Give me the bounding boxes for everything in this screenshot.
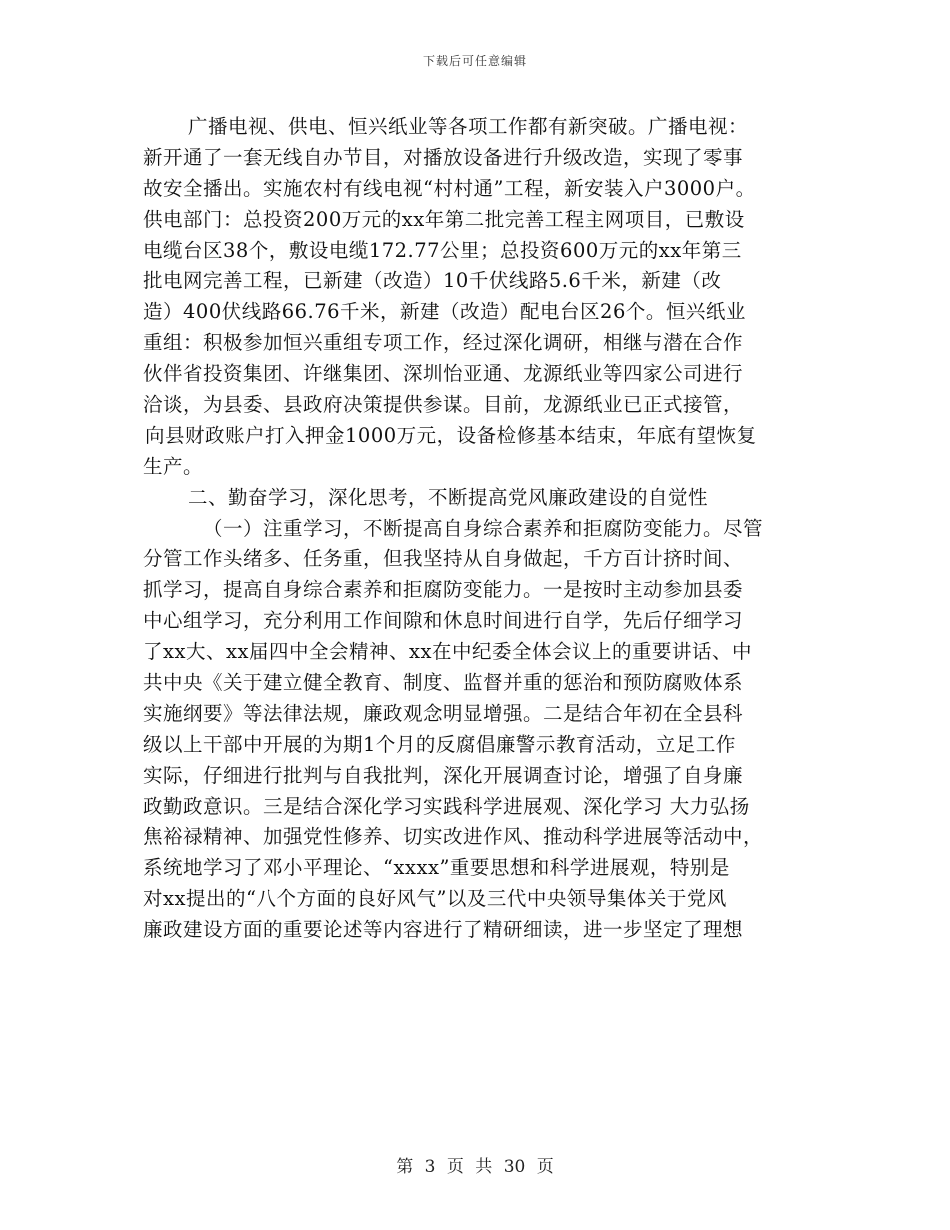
text-line: 系统地学习了邓小平理论、“xxxx”重要思想和科学进展观，特别是 — [143, 856, 730, 880]
document-body — [143, 112, 823, 946]
text-line: 对xx提出的“八个方面的良好风气”以及三代中央领导集体关于党风 — [143, 887, 727, 911]
text-line: 政勤政意识。三是结合深化学习实践科学进展观、深化学习 大力弘扬 — [143, 794, 750, 818]
text-line: 焦裕禄精神、加强党性修养、切实改进作风、推动科学进展等活动中， — [143, 825, 764, 849]
text-line: 抓学习，提高自身综合素养和拒腐防变能力。一是按时主动参加县委 — [143, 578, 744, 602]
text-line: 实施纲要》等法律法规，廉政观念明显增强。二是结合年初在全县科 — [143, 701, 744, 725]
text-line: 洽谈，为县委、县政府决策提供参谋。目前，龙源纸业已正式接管， — [143, 393, 744, 417]
text-line: 新开通了一套无线自办节目，对播放设备进行升级改造，实现了零事 — [143, 145, 744, 169]
text-line: 伙伴省投资集团、许继集团、深圳怡亚通、龙源纸业等四家公司进行 — [143, 362, 744, 386]
text-line: 电缆台区38个，敷设电缆172.77公里；总投资600万元的xx年第三 — [143, 238, 742, 262]
text-line: 广播电视、供电、恒兴纸业等各项工作都有新突破。广播电视： — [188, 115, 749, 138]
text-line: 共中央《关于建立健全教育、制度、监督并重的惩治和预防腐败体系 — [143, 671, 744, 695]
text-line: 向县财政账户打入押金1000万元，设备检修基本结束，年底有望恢复 — [145, 423, 757, 447]
page-number-footer: 第 3 页 共 30 页 — [396, 1157, 554, 1177]
text-line: 实际，仔细进行批判与自我批判，深化开展调查讨论，增强了自身廉 — [143, 763, 744, 787]
section-heading: 二、勤奋学习，深化思考，不断提高党风廉政建设的自觉性 — [188, 485, 709, 509]
text-line: 级以上干部中开展的为期1个月的反腐倡廉警示教育活动，立足工作 — [143, 732, 736, 756]
text-line: 供电部门：总投资200万元的xx年第二批完善工程主网项目，已敷设 — [143, 207, 745, 231]
text-line: （一）注重学习，不断提高自身综合素养和拒腐防变能力。尽管 — [203, 516, 764, 540]
text-line: 中心组学习，充分利用工作间隙和休息时间进行自学，先后仔细学习 — [143, 609, 744, 633]
text-line: 分管工作头绪多、任务重，但我坚持从自身做起，千方百计挤时间、 — [143, 547, 744, 571]
text-line: 批电网完善工程，已新建（改造）10千伏线路5.6千米，新建（改 — [143, 269, 722, 293]
text-line: 生产。 — [143, 454, 204, 478]
text-line: 廉政建设方面的重要论述等内容进行了精研细读，进一步坚定了理想 — [143, 918, 744, 942]
page-header-note: 下载后可任意编辑 — [422, 54, 527, 68]
text-line: 造）400伏线路66.76千米，新建（改造）配电台区26个。恒兴纸业 — [143, 300, 746, 324]
text-line: 故安全播出。实施农村有线电视“村村通”工程，新安装入户3000户。 — [143, 176, 756, 200]
text-line: 重组：积极参加恒兴重组专项工作，经过深化调研，相继与潜在合作 — [143, 331, 744, 355]
text-line: 了xx大、xx届四中全会精神、xx在中纪委全体会议上的重要讲话、中 — [143, 640, 752, 664]
